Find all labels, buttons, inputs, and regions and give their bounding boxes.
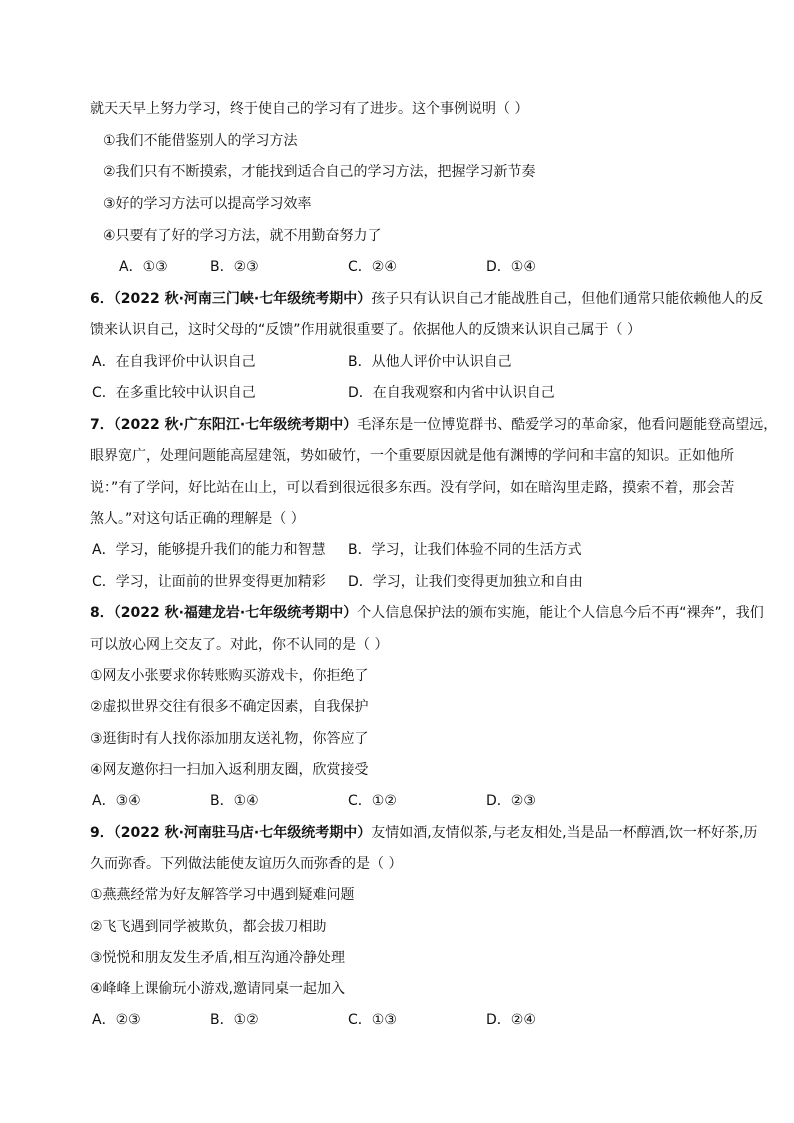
q8-option-c: C．①② — [348, 793, 397, 809]
q7-stem-line-4: 煞人。”对这句话正确的理解是（ ） — [90, 511, 305, 527]
q7-option-b: B．学习，让我们体验不同的生活方式 — [348, 542, 582, 558]
q8-option-a: A．③④ — [92, 793, 141, 809]
q8-option-b: B．①④ — [210, 793, 259, 809]
q9-statement-4: ④峰峰上课偷玩小游戏,邀请同桌一起加入 — [90, 981, 345, 997]
q5-stem-tail: 就天天早上努力学习，终于使自己的学习有了进步。这个事例说明（ ） — [90, 101, 529, 117]
q6-option-b: B．从他人评价中认识自己 — [348, 354, 512, 370]
q7-stem-line-3: 说：”有了学问，好比站在山上，可以看到很远很多东西。没有学问，如在暗沟里走路，摸索不着，那会苦 — [90, 480, 735, 496]
q8-statement-4: ④网友邀你扫一扫加入返利朋友圈，欣赏接受 — [90, 762, 369, 778]
q9-source: （2022 秋·河南驻马店·七年级统考期中） — [113, 825, 372, 841]
q9-stem-line-2: 久而弥香。下列做法能使友谊历久而弥香的是（ ） — [90, 856, 403, 872]
q6-stem-text: 孩子只有认识自己才能战胜自己，但他们通常只能依赖他人的反 — [371, 291, 764, 307]
q6-source: （2022 秋·河南三门峡·七年级统考期中） — [113, 291, 372, 307]
q9-option-a: A．②③ — [92, 1012, 141, 1028]
q9-statement-2: ②飞飞遇到同学被欺负，都会拔刀相助 — [90, 919, 327, 935]
q5-option-d: D．①④ — [486, 259, 536, 275]
q8-stem-line-2: 可以放心网上交友了。对此，你不认同的是（ ） — [90, 637, 389, 653]
q6-option-d: D．在自我观察和内省中认识自己 — [348, 385, 555, 401]
q6-option-c: C．在多重比较中认识自己 — [92, 385, 256, 401]
q8-source: （2022 秋·福建龙岩·七年级统考期中） — [113, 605, 358, 621]
q7-option-c: C．学习，让面前的世界变得更加精彩 — [92, 574, 326, 590]
q8-number: 8． — [90, 605, 114, 621]
q8-option-d: D．②③ — [486, 793, 536, 809]
q5-statement-2: ②我们只有不断摸索，才能找到适合自己的学习方法，把握学习新节奏 — [103, 164, 536, 180]
q7-number: 7． — [90, 417, 114, 433]
q6-number: 6． — [90, 291, 114, 307]
q8-stem-text: 个人信息保护法的颁布实施，能让个人信息今后不再“裸奔”，我们 — [357, 605, 764, 621]
q9-statement-1: ①燕燕经常为好友解答学习中遇到疑难问题 — [90, 887, 355, 903]
q5-option-a: A．①③ — [119, 259, 168, 275]
q9-option-c: C．①③ — [348, 1012, 397, 1028]
q8-statement-3: ③逛街时有人找你添加朋友送礼物，你答应了 — [90, 731, 369, 747]
q6-stem-line-2: 馈来认识自己，这时父母的“反馈”作用就很重要了。依据他人的反馈来认识自己属于（ ） — [90, 322, 641, 338]
q5-statement-4: ④只要有了好的学习方法，就不用勤奋努力了 — [103, 228, 382, 244]
q9-stem-line-1 — [90, 824, 757, 842]
q7-stem-line-1 — [90, 416, 777, 434]
q5-statement-1: ①我们不能借鉴别人的学习方法 — [103, 133, 298, 149]
q5-option-c: C．②④ — [348, 259, 397, 275]
q5-option-b: B．②③ — [210, 259, 259, 275]
q7-stem-line-2: 眼界宽广，处理问题能高屋建瓴，势如破竹，一个重要原因就是他有渊博的学问和丰富的知识。正如他所 — [90, 448, 734, 464]
q9-option-d: D．②④ — [486, 1012, 536, 1028]
q7-source: （2022 秋·广东阳江·七年级统考期中） — [113, 417, 358, 433]
q9-statement-3: ③悦悦和朋友发生矛盾,相互沟通冷静处理 — [90, 950, 345, 966]
q8-statement-2: ②虚拟世界交往有很多不确定因素，自我保护 — [90, 699, 369, 715]
q9-option-b: B．①② — [210, 1012, 259, 1028]
q8-statement-1: ①网友小张要求你转账购买游戏卡，你拒绝了 — [90, 668, 369, 684]
q6-option-a: A．在自我评价中认识自己 — [92, 354, 256, 370]
q7-option-a: A．学习，能够提升我们的能力和智慧 — [92, 542, 326, 558]
q5-statement-3: ③好的学习方法可以提高学习效率 — [103, 196, 312, 212]
q7-option-d: D．学习，让我们变得更加独立和自由 — [348, 574, 583, 590]
q8-stem-line-1 — [90, 604, 764, 622]
q9-stem-text: 友情如酒,友情似茶,与老友相处,当是品一杯醇酒,饮一杯好茶,历 — [371, 825, 758, 841]
q6-stem-line-1 — [90, 290, 763, 308]
q9-number: 9． — [90, 825, 114, 841]
q7-stem-text: 毛泽东是一位博览群书、酷爱学习的革命家，他看问题能登高望远， — [357, 417, 778, 433]
